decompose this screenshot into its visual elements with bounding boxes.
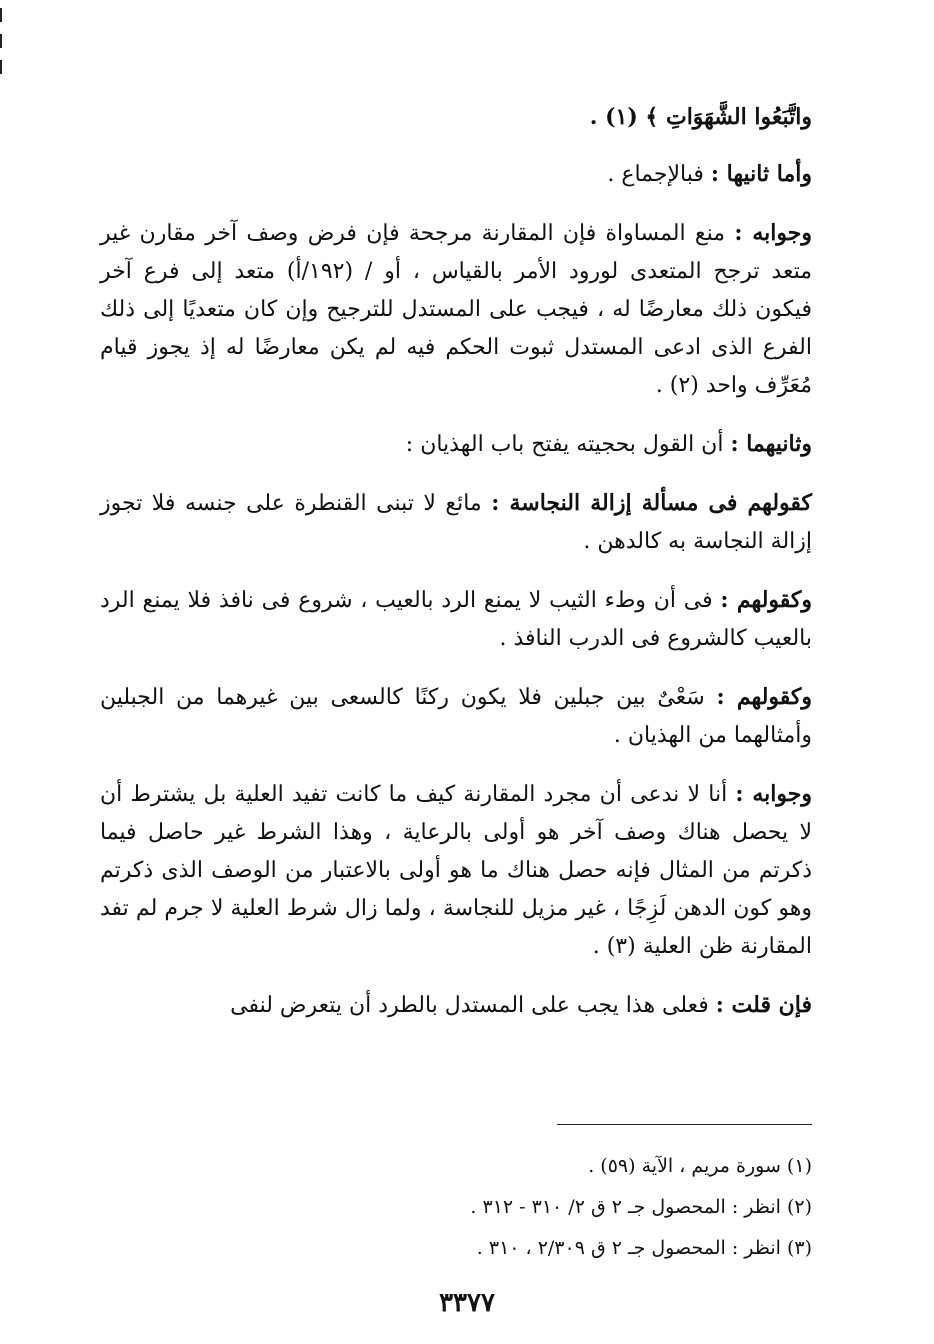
paragraph-lead: وكقولهم : [716,684,812,710]
edge-mark [0,60,2,74]
main-text [100,98,812,1045]
paragraph-text: أن القول بحجيته يفتح باب الهذيان : [405,432,731,457]
paragraph-5 [100,484,812,561]
paragraph-lead: فإن قلت : [715,992,812,1018]
footnote-1: (١) سورة مريم ، الآية (٥٩) . [588,1155,812,1177]
paragraph-lead: وأما ثانيها : [710,161,812,187]
paragraph-6 [100,581,812,658]
paragraph-lead: وجوابه : [734,220,812,246]
paragraph-1 [100,98,812,137]
paragraph-lead: وكقولهم : [720,587,812,613]
scan-edge-marks [0,0,4,80]
edge-mark [0,34,2,48]
paragraph-lead: وجوابه : [735,781,813,807]
page-number: ٣٣٧٧ [439,1288,495,1318]
paragraph-text: مائع لا تبنى القنطرة على جنسه فلا تجوز إزالة النجاسة به كالدهن . [100,491,812,554]
footnote-3: (٣) انظر : المحصول جـ ٢ ق ٢/٣٠٩ ، ٣١٠ . [476,1237,812,1259]
edge-mark [0,8,2,22]
footnotes [112,1146,812,1269]
quran-verse-end: واتَّبَعُوا الشَّهَوَاتِ ﴾ (١) . [589,104,812,130]
paragraph-lead: وثانيهما : [730,431,812,457]
paragraph-lead: كقولهم فى مسألة إزالة النجاسة : [491,490,812,516]
paragraph-text: أنا لا ندعى أن مجرد المقارنة كيف ما كانت تفيد العلية بل يشترط أن لا يحصل هناك وصف آخر هو أولى بالرعاية ، وهذا الشرط غير حاصل فيما ذكرتم من المثال فإنه حصل هناك ما هو أولى بالاعتبار من الوصف الذى ذكرتم وهو كون الدهن لَزِجًا ، غير مزيل للنجاسة ، ولما زال شرط العلية لا جرم لم تفد المقارنة ظن العلية (٣) . [100,782,812,959]
footnote-2: (٢) انظر : المحصول جـ ٢ ق ٢/ ٣١٠ - ٣١٢ . [470,1196,812,1218]
paragraph-3 [100,214,812,405]
paragraph-2 [100,155,812,194]
paragraph-text: منع المساواة فإن المقارنة مرجحة فإن فرض وصف آخر مقارن غير متعد ترجح المتعدى لورود الأمر بالقياس ، أو / (١٩٢/أ) متعد إلى فرع آخر فيكون ذلك معارضًا له ، فيجب على المستدل للترجيح وإن كان متعديًا إلى ذلك الفرع الذى ادعى المستدل ثبوت الحكم فيه لم يكن معارضًا له إذ يجوز قيام مُعَرِّف واحد (٢) . [100,221,812,398]
paragraph-text: فى أن وطء الثيب لا يمنع الرد بالعيب ، شروع فى نافذ فلا يمنع الرد بالعيب كالشروع فى الدرب النافذ . [100,588,812,651]
footnote-separator [557,1124,812,1125]
paragraph-text: سَعْىٌ بين جبلين فلا يكون ركنًا كالسعى بين غيرهما من الجبلين وأمثالهما من الهذيان . [100,685,812,748]
paragraph-text: فبالإجماع . [607,162,711,187]
paragraph-8 [100,775,812,966]
paragraph-text: فعلى هذا يجب على المستدل بالطرد أن يتعرض لنفى [230,993,716,1018]
paragraph-7 [100,678,812,755]
paragraph-9 [100,986,812,1025]
paragraph-4 [100,425,812,464]
